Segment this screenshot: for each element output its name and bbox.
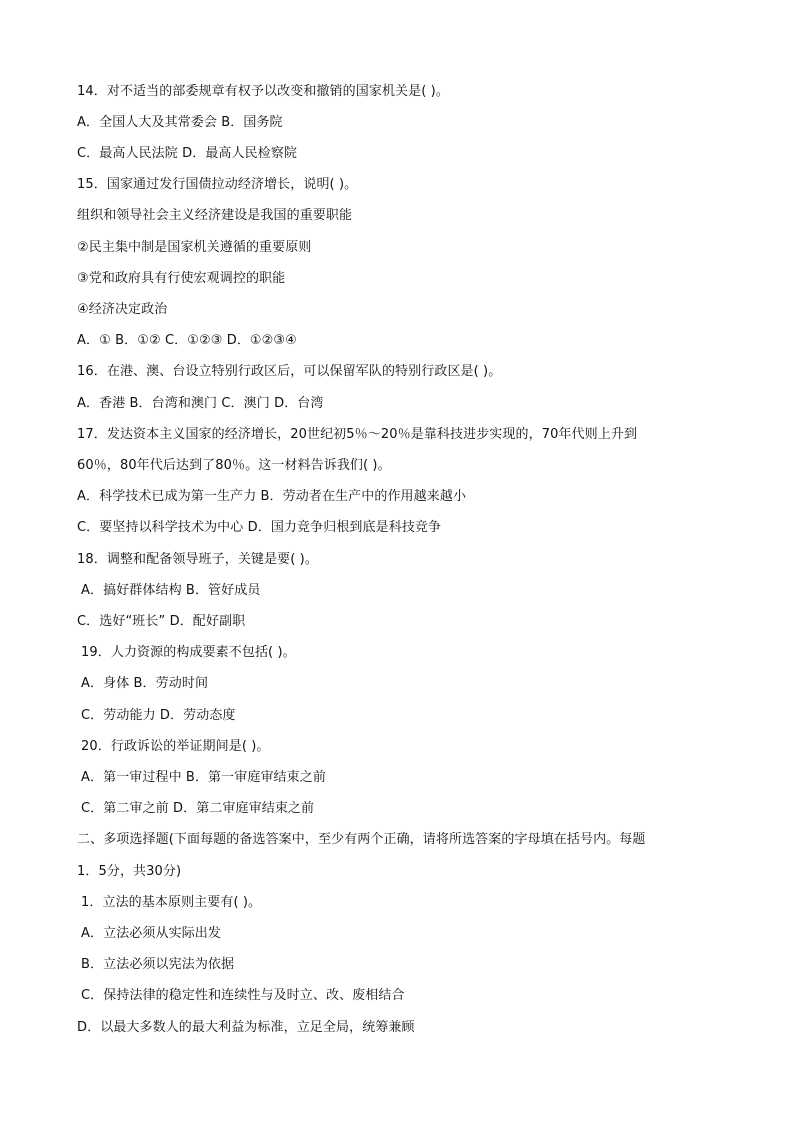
question-19: 19．人力资源的构成要素不包括( )。: [81, 645, 296, 660]
q17-options-ab: A．科学技术已成为第一生产力 B．劳动者在生产中的作用越来越小: [77, 489, 467, 504]
question-14: 14．对不适当的部委规章有权予以改变和撤销的国家机关是( )。: [77, 84, 449, 99]
q15-statement-1: 组织和领导社会主义经济建设是我国的重要职能: [77, 208, 353, 223]
mc1-option-d: D．以最大多数人的最大利益为标准，立足全局，统筹兼顾: [77, 1020, 415, 1035]
q15-statement-2: ②民主集中制是国家机关遵循的重要原则: [77, 240, 312, 255]
question-20: 20．行政诉讼的举证期间是( )。: [81, 739, 270, 754]
question-17-cont: 60％，80年代后达到了80％。这一材料告诉我们( )。: [77, 458, 391, 473]
section-heading: 二、多项选择题(下面每题的备选答案中，至少有两个正确，请将所选答案的字母填在括号内。每题: [77, 832, 646, 847]
question-18: 18．调整和配备领导班子，关键是要( )。: [77, 552, 318, 567]
mc1-option-b: B．立法必须以宪法为依据: [81, 957, 235, 972]
question-17: 17．发达资本主义国家的经济增长，20世纪初5％～20％是靠科技进步实现的，70年代则上升到: [77, 427, 638, 442]
q20-options-ab: A．第一审过程中 B．第一审庭审结束之前: [81, 770, 326, 785]
q14-options-ab: A．全国人大及其常委会 B．国务院: [77, 115, 283, 130]
mc-question-1: 1．立法的基本原则主要有( )。: [81, 895, 262, 910]
question-15: 15．国家通过发行国债拉动经济增长，说明( )。: [77, 177, 358, 192]
q15-statement-4: ④经济决定政治: [77, 302, 168, 317]
q14-options-cd: C．最高人民法院 D．最高人民检察院: [77, 146, 298, 161]
section-heading-cont: 1．5分，共30分): [77, 864, 182, 879]
mc1-option-a: A．立法必须从实际出发: [81, 926, 221, 941]
q17-options-cd: C．要坚持以科学技术为中心 D．国力竞争归根到底是科技竞争: [77, 520, 442, 535]
mc1-option-c: C．保持法律的稳定性和连续性与及时立、改、废相结合: [81, 988, 405, 1003]
question-16: 16．在港、澳、台设立特别行政区后，可以保留军队的特别行政区是( )。: [77, 364, 502, 379]
q18-options-cd: C．选好“班长” D．配好副职: [77, 614, 246, 629]
q15-statement-3: ③党和政府具有行使宏观调控的职能: [77, 271, 286, 286]
q19-options-cd: C．劳动能力 D．劳动态度: [81, 708, 236, 723]
q15-options: A．① B．①② C．①②③ D．①②③④: [77, 333, 297, 348]
q16-options: A．香港 B．台湾和澳门 C．澳门 D．台湾: [77, 396, 324, 411]
q20-options-cd: C．第二审之前 D．第二审庭审结束之前: [81, 801, 315, 816]
q18-options-ab: A．搞好群体结构 B．管好成员: [81, 583, 261, 598]
q19-options-ab: A．身体 B．劳动时间: [81, 676, 209, 691]
